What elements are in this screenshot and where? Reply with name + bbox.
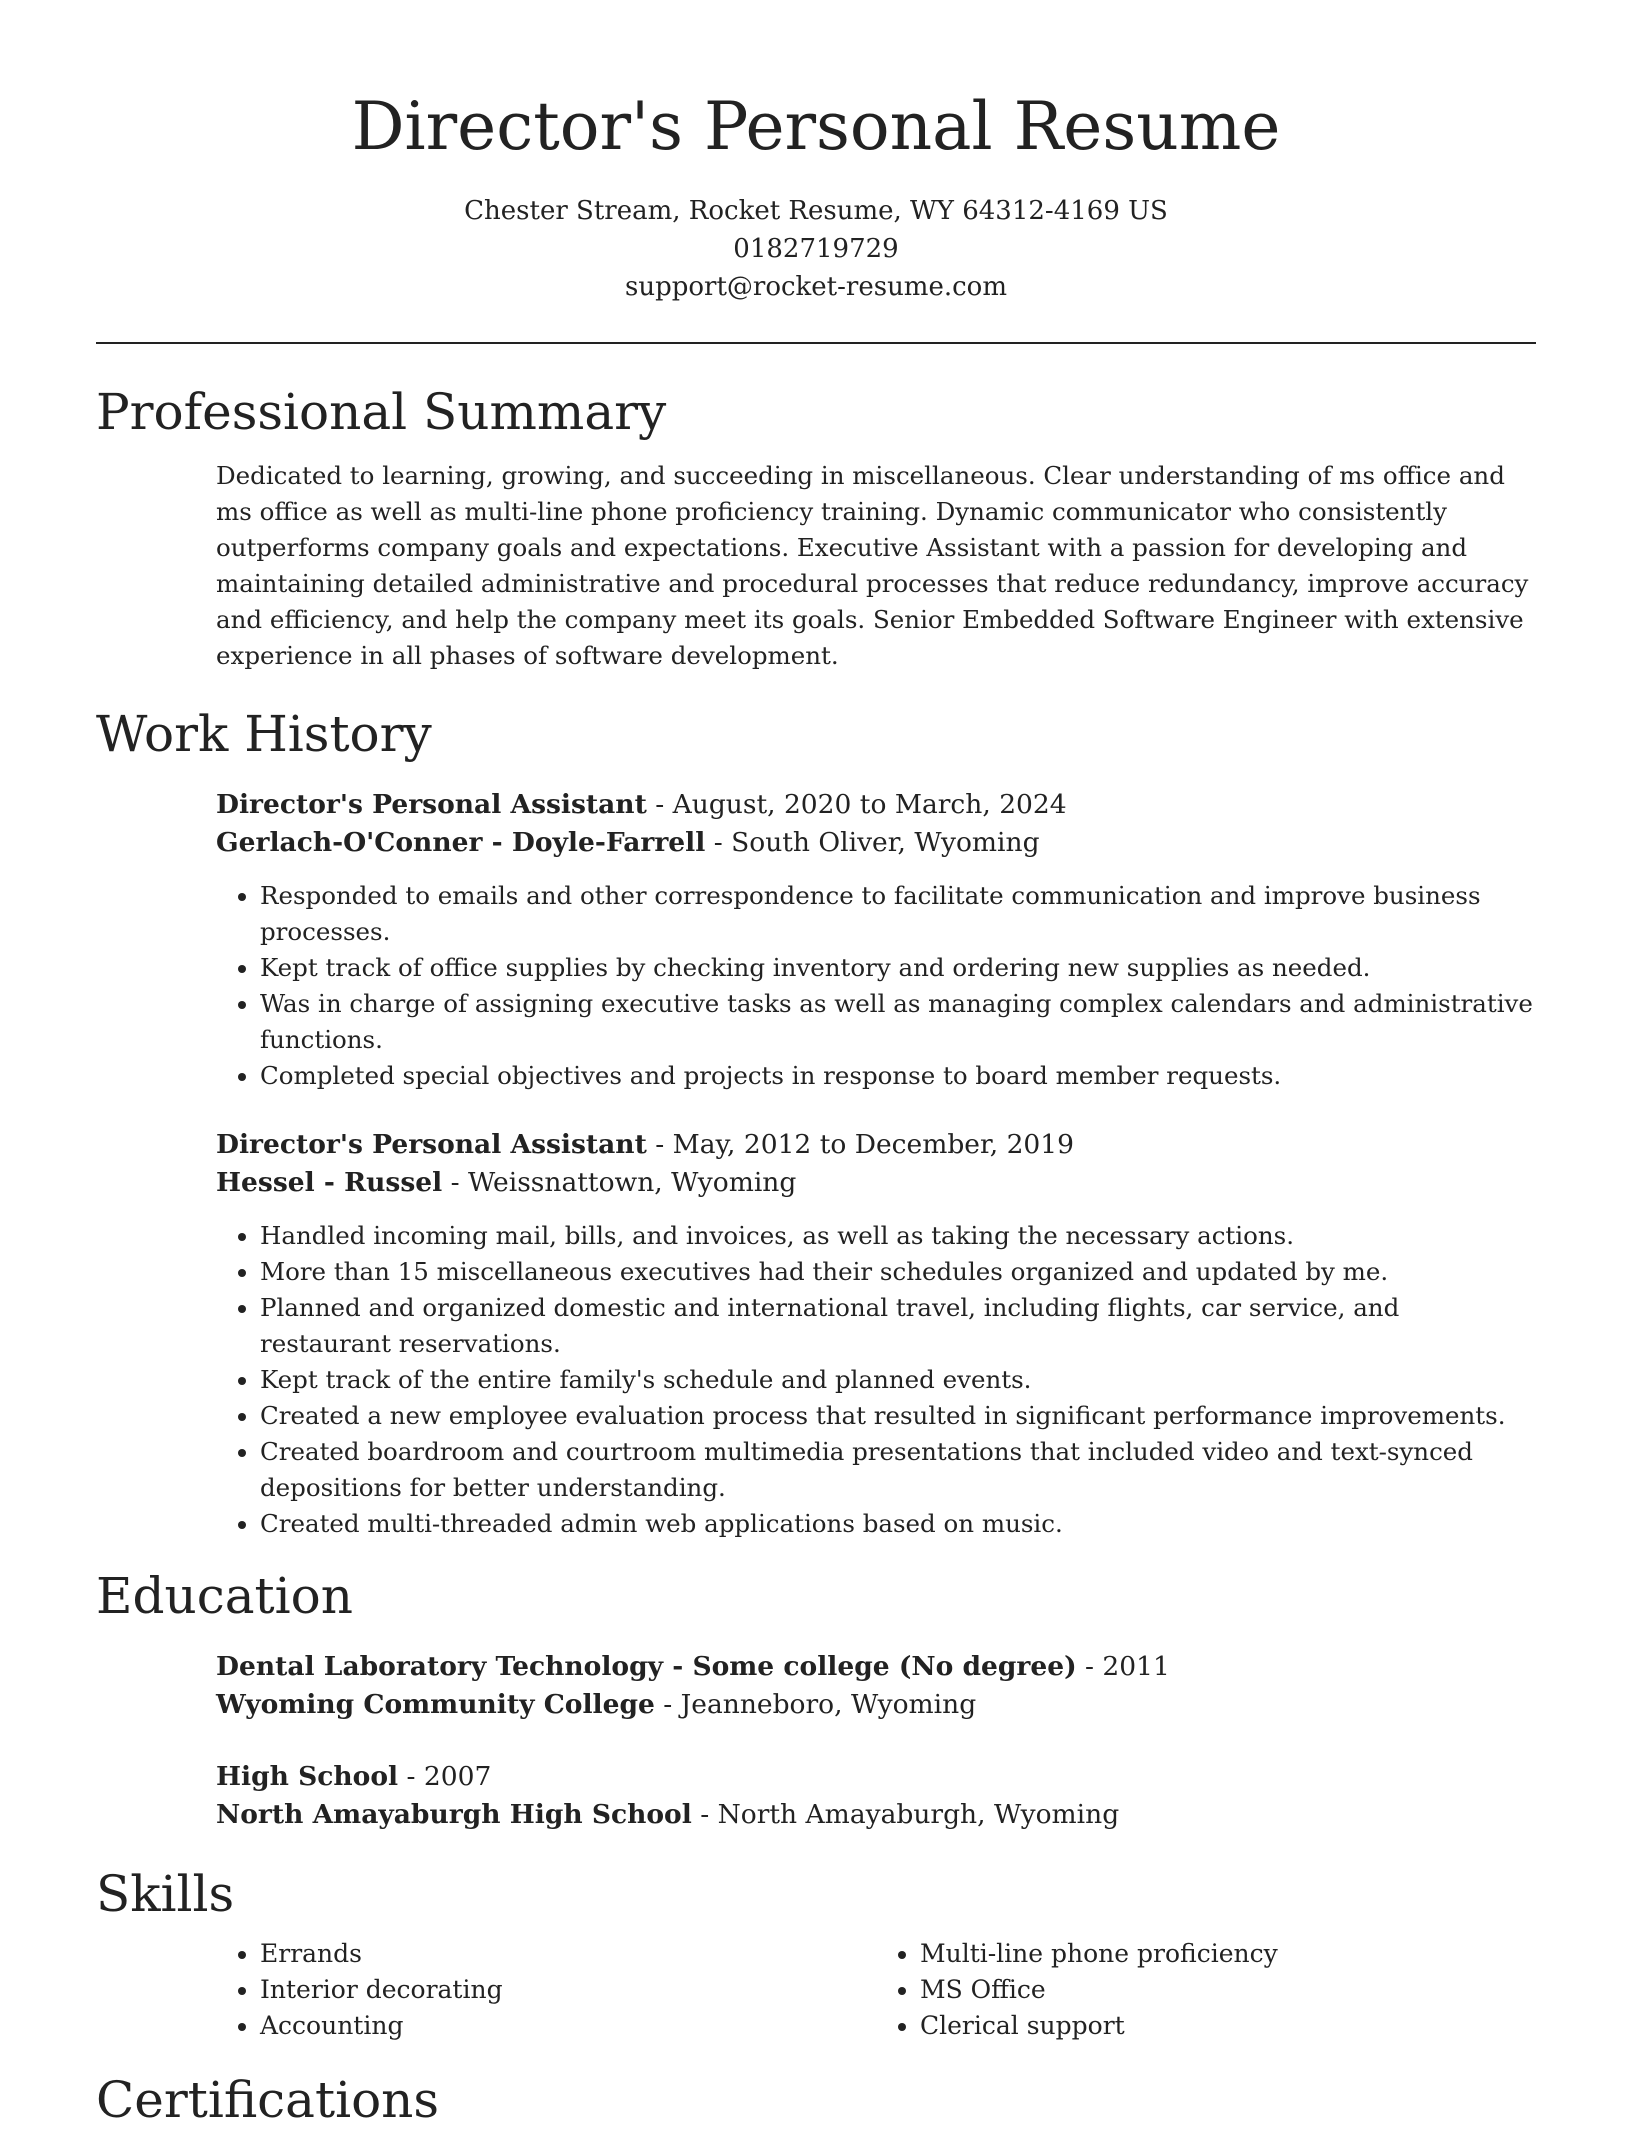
list-item: • Created a new employee evaluation process that resulted in significant performance improvements.: [260, 1398, 1536, 1434]
job-bullets: [216, 878, 1536, 1094]
contact-block: [96, 192, 1536, 306]
contact-phone: 0182719729: [733, 234, 899, 264]
job-location: - South Oliver, Wyoming: [705, 827, 1040, 858]
certifications-heading: Certifications: [96, 2071, 440, 2129]
education-year: - 2007: [398, 1761, 492, 1792]
list-item: • Multi-line phone proficiency: [920, 1936, 1536, 1972]
list-item: • Completed special objectives and projects in response to board member requests.: [260, 1058, 1536, 1094]
job-entry: [216, 1126, 1536, 1542]
education-school-line: [216, 1686, 1536, 1724]
list-item: • Kept track of office supplies by checking inventory and ordering new supplies as needed.: [260, 950, 1536, 986]
job-title-line: [216, 1126, 1536, 1164]
job-dates: - August, 2020 to March, 2024: [646, 789, 1067, 820]
list-item: • Responded to emails and other correspondence to facilitate communication and improve business processes.: [260, 878, 1536, 950]
education-school: Wyoming Community College: [216, 1689, 655, 1720]
job-location: - Weissnattown, Wyoming: [442, 1167, 797, 1198]
education-entry: [216, 1648, 1536, 1724]
education-degree: Dental Laboratory Technology - Some college (No degree): [216, 1651, 1077, 1682]
skills-list-right: [876, 1936, 1536, 2044]
education-location: - North Amayaburgh, Wyoming: [691, 1799, 1120, 1830]
education-section: [216, 1648, 1536, 1834]
list-item: • Planned and organized domestic and international travel, including flights, car service, and restaurant reservations.: [260, 1290, 1536, 1362]
job-company-line: [216, 824, 1536, 862]
resume-title: Director's Personal Resume: [351, 88, 1281, 165]
header-divider: [96, 342, 1536, 344]
job-entry: [216, 786, 1536, 1094]
summary-section: [216, 458, 1536, 674]
work-history-section: [216, 786, 1536, 1542]
list-item: • Created boardroom and courtroom multimedia presentations that included video and text-synced depositions for better understanding.: [260, 1434, 1536, 1506]
job-dates: - May, 2012 to December, 2019: [646, 1129, 1075, 1160]
list-item: • MS Office: [920, 1972, 1536, 2008]
summary-text: Dedicated to learning, growing, and succeeding in miscellaneous. Clear understanding of ms office and ms office as well as multi-line phone proficiency training. Dynamic communicator who consistently outperforms company goals and expectations. Executive Assistant with a passion for developing and maintaining detailed administrative and procedural processes that reduce redundancy, improve accuracy and efficiency, and help the company meet its goals. Senior Embedded Software Engineer with extensive experience in all phases of software development.: [216, 461, 1529, 670]
work-history-heading: Work History: [96, 705, 432, 763]
list-item: • More than 15 miscellaneous executives had their schedules organized and updated by me.: [260, 1254, 1536, 1290]
education-degree-line: [216, 1648, 1536, 1686]
job-title: Director's Personal Assistant: [216, 789, 647, 820]
list-item: • Kept track of the entire family's schedule and planned events.: [260, 1362, 1536, 1398]
job-title-line: [216, 786, 1536, 824]
contact-email: support@rocket-resume.com: [624, 272, 1007, 302]
resume-header: [96, 0, 1536, 306]
contact-address: Chester Stream, Rocket Resume, WY 64312-4169 US: [464, 196, 1168, 226]
skills-columns: [216, 1936, 1536, 2044]
list-item: • Accounting: [260, 2008, 876, 2044]
list-item: • Created multi-threaded admin web applications based on music.: [260, 1506, 1536, 1542]
job-company-line: [216, 1164, 1536, 1202]
job-title: Director's Personal Assistant: [216, 1129, 647, 1160]
job-company: Gerlach-O'Conner - Doyle-Farrell: [216, 827, 706, 858]
summary-heading: Professional Summary: [96, 383, 667, 441]
skills-heading: Skills: [96, 1865, 235, 1923]
list-item: • Errands: [260, 1936, 876, 1972]
job-company: Hessel - Russel: [216, 1167, 443, 1198]
education-degree-line: [216, 1758, 1536, 1796]
education-school: North Amayaburgh High School: [216, 1799, 692, 1830]
list-item: • Interior decorating: [260, 1972, 876, 2008]
education-location: - Jeanneboro, Wyoming: [654, 1689, 977, 1720]
education-year: - 2011: [1076, 1651, 1170, 1682]
education-entry: [216, 1758, 1536, 1834]
job-bullets: [216, 1218, 1536, 1542]
list-item: • Handled incoming mail, bills, and invoices, as well as taking the necessary actions.: [260, 1218, 1536, 1254]
list-item: • Was in charge of assigning executive tasks as well as managing complex calendars and administrative functions.: [260, 986, 1536, 1058]
skills-section: [216, 1936, 1536, 2044]
education-degree: High School: [216, 1761, 399, 1792]
skills-list-left: [216, 1936, 876, 2044]
list-item: • Clerical support: [920, 2008, 1536, 2044]
resume-page: [96, 0, 1536, 2132]
education-heading: Education: [96, 1567, 353, 1625]
education-school-line: [216, 1796, 1536, 1834]
